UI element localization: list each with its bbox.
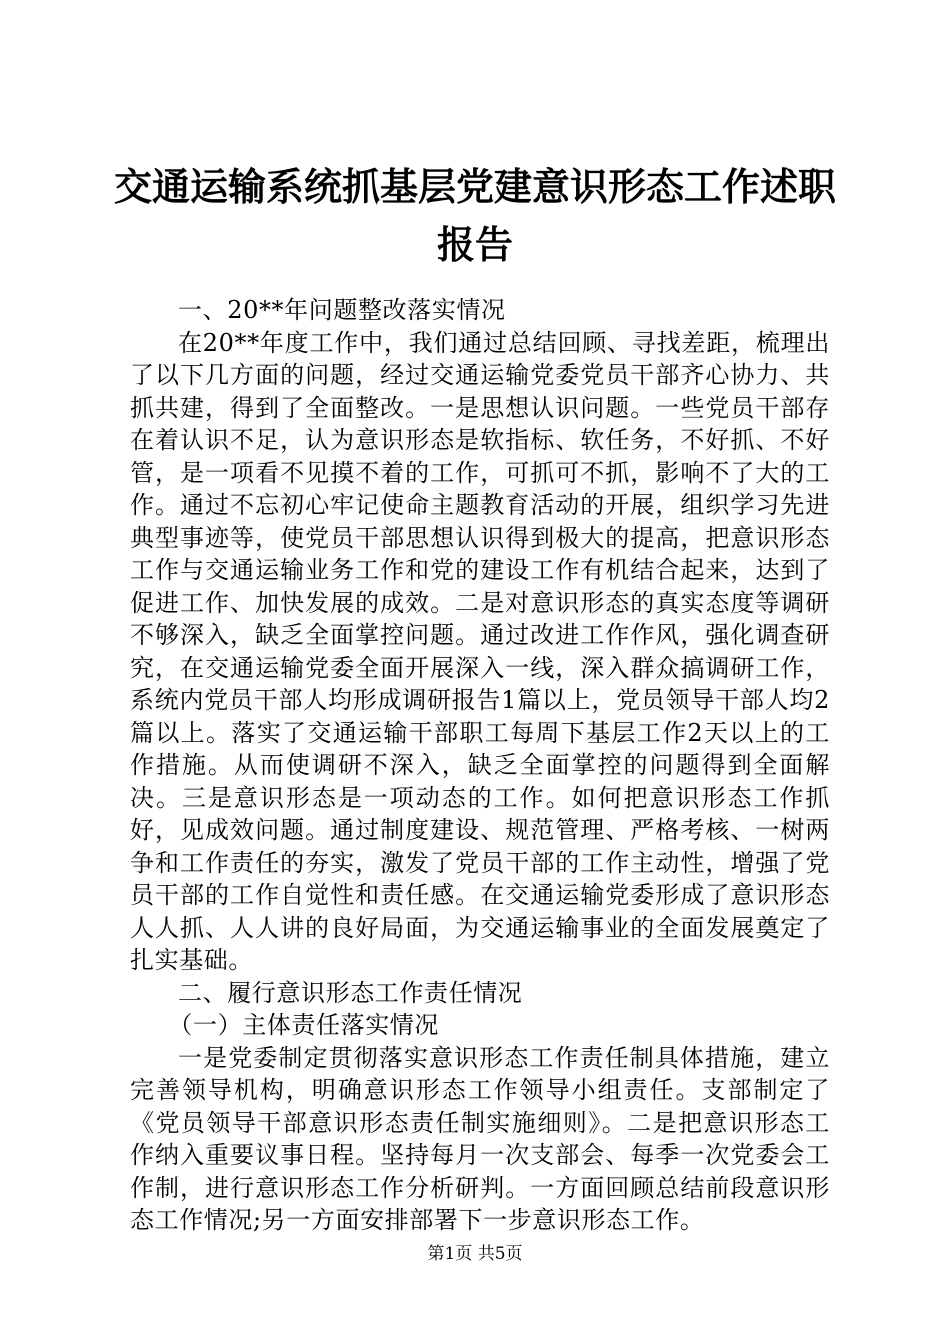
paragraph-2: 一是党委制定贯彻落实意识形态工作责任制具体措施，建立完善领导机构，明确意识形态工作领导小组责任。支部制定了《党员领导干部意识形态责任制实施细则》。二是把意识形态工作纳入重要议事日程。坚持每月一次支部会、每季一次党委会工作制，进行意识形态工作分析研判。一方面回顾总结前段意识形态工作情况;另一方面安排部署下一步意识形态工作。	[130, 1043, 830, 1234]
paragraph-1: 在20**年度工作中，我们通过总结回顾、寻找差距，梳理出了以下几方面的问题，经过交通运输党委党员干部齐心协力、共抓共建，得到了全面整改。一是思想认识问题。一些党员干部存在着认识不足，认为意识形态是软指标、软任务，不好抓、不好管，是一项看不见摸不着的工作，可抓可不抓，影响不了大的工作。通过不忘初心牢记使命主题教育活动的开展，组织学习先进典型事迹等，使党员干部思想认识得到极大的提高，把意识形态工作与交通运输业务工作和党的建设工作有机结合起来，达到了促进工作、加快发展的成效。二是对意识形态的真实态度等调研不够深入，缺乏全面掌控问题。通过改进工作作风，强化调查研究，在交通运输党委全面开展深入一线，深入群众搞调研工作，系统内党员干部人均形成调研报告1篇以上，党员领导干部人均2篇以上。落实了交通运输干部职工每周下基层工作2天以上的工作措施。从而使调研不深入，缺乏全面掌控的问题得到全面解决。三是意识形态是一项动态的工作。如何把意识形态工作抓好，见成效问题。通过制度建设、规范管理、严格考核、一树两争和工作责任的夯实，激发了党员干部的工作主动性，增强了党员干部的工作自觉性和责任感。在交通运输党委形成了意识形态人人抓、人人讲的良好局面，为交通运输事业的全面发展奠定了扎实基础。	[130, 328, 830, 974]
section-heading-2: 二、履行意识形态工作责任情况	[178, 978, 523, 1007]
page-footer: 第1页 共5页	[427, 1244, 523, 1264]
section-heading-1: 一、20**年问题整改落实情况	[178, 296, 506, 324]
document-body	[130, 294, 830, 1237]
sub-heading-1: （一）主体责任落实情况	[168, 1011, 439, 1039]
document-title: 交通运输系统抓基层党建意识形态工作述职报告	[113, 164, 836, 267]
